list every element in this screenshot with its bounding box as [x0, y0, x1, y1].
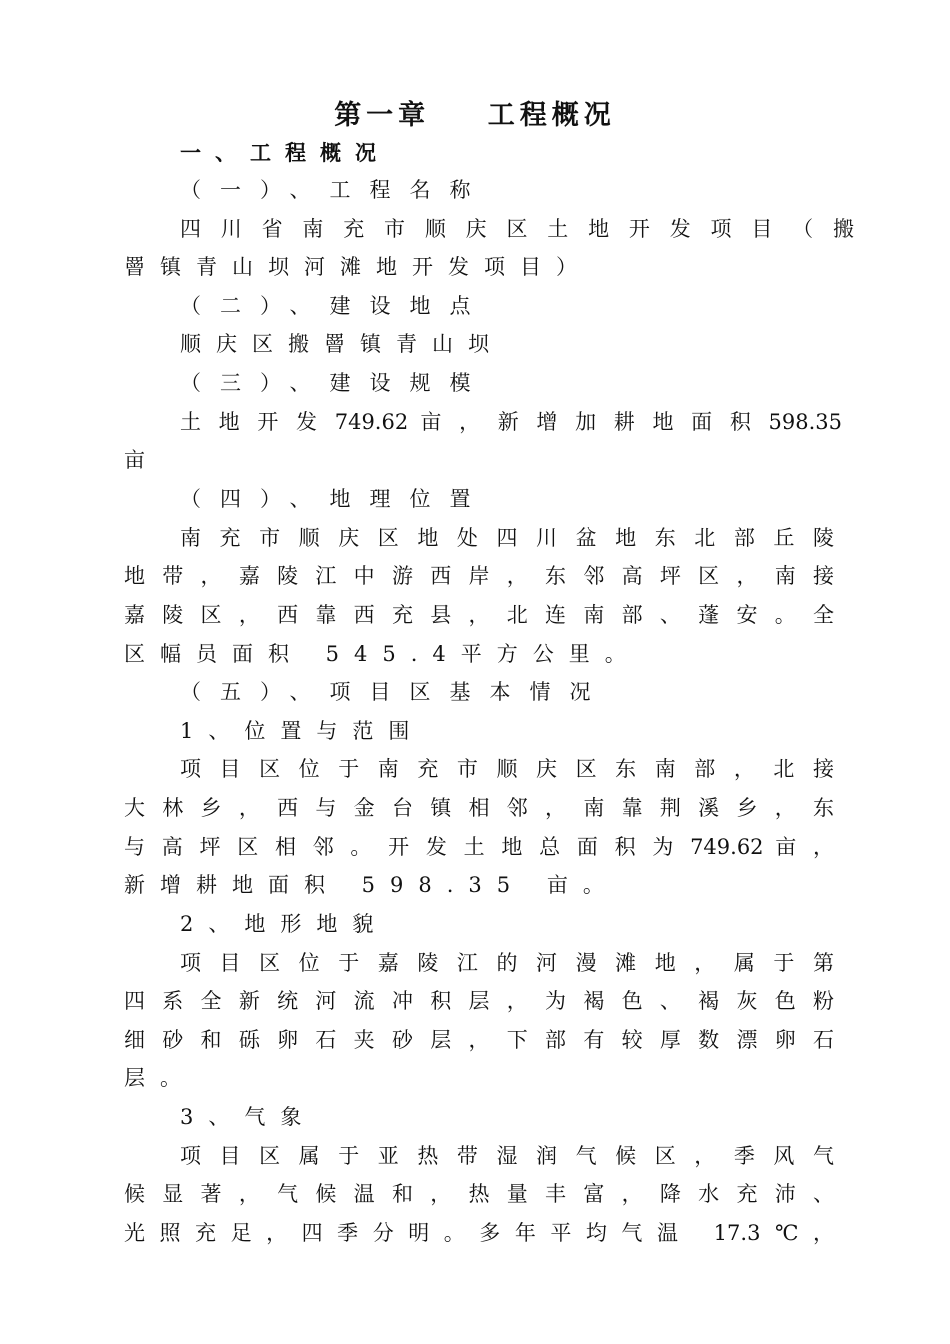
subheading-project-area-basics: （五）、项目区基本情况 [180, 680, 610, 704]
paragraph-line: 土 地 开 发 749.62 亩 ， 新 增 加 耕 地 面 积 598.35 [180, 410, 842, 434]
paragraph-line: 层。 [124, 1066, 196, 1090]
subheading-construction-site: （二）、建设地点 [180, 294, 490, 318]
paragraph-line: 四系全新统河流冲积层，为褐色、褐灰色粉 [124, 989, 834, 1013]
chapter-title: 第一章 工程概况 [334, 100, 616, 131]
item-heading-location-range: 1、位置与范围 [180, 719, 425, 743]
paragraph-line: 细砂和砾卵石夹砂层，下部有较厚数漂卵石 [124, 1028, 834, 1052]
item-heading-climate: 3、气象 [180, 1105, 317, 1129]
paragraph-line: 项目区位于南充市顺庆区东南部，北接 [180, 757, 834, 781]
paragraph-line: 四川省南充市顺庆区土地开发项目（搬 [180, 217, 854, 241]
paragraph-line: 大林乡，西与金台镇相邻，南靠荆溪乡，东 [124, 796, 834, 820]
paragraph-line: 罾镇青山坝河滩地开发项目） [124, 255, 592, 279]
paragraph-line: 区幅员面积 545.4平方公里。 [124, 642, 641, 666]
item-heading-terrain: 2、地形地貌 [180, 912, 389, 936]
paragraph-line: 新增耕地面积 598.35 亩。 [124, 873, 619, 897]
paragraph-line: 项目区位于嘉陵江的河漫滩地，属于第 [180, 951, 834, 975]
section-heading-project-overview: 一、工程概况 [180, 140, 390, 165]
subheading-geographic-location: （四）、地理位置 [180, 487, 490, 511]
paragraph-line: 嘉陵区，西靠西充县，北连南部、蓬安。全 [124, 603, 834, 627]
paragraph-line: 与 高 坪 区 相 邻 。 开 发 土 地 总 面 积 为 749.62 亩 ， [124, 835, 834, 859]
subheading-project-name: （一）、工程名称 [180, 178, 490, 202]
paragraph-line: 地带，嘉陵江中游西岸，东邻高坪区，南接 [124, 564, 834, 588]
subheading-construction-scale: （三）、建设规模 [180, 371, 490, 395]
paragraph-line: 亩 [124, 448, 145, 472]
paragraph-line: 顺庆区搬罾镇青山坝 [180, 332, 504, 356]
paragraph-line: 南充市顺庆区地处四川盆地东北部丘陵 [180, 526, 834, 550]
paragraph-line: 光照充足，四季分明。多年平均气温 17.3℃， [124, 1221, 834, 1245]
paragraph-line: 候显著，气候温和，热量丰富，降水充沛、 [124, 1182, 834, 1206]
paragraph-line: 项目区属于亚热带湿润气候区，季风气 [180, 1144, 834, 1168]
